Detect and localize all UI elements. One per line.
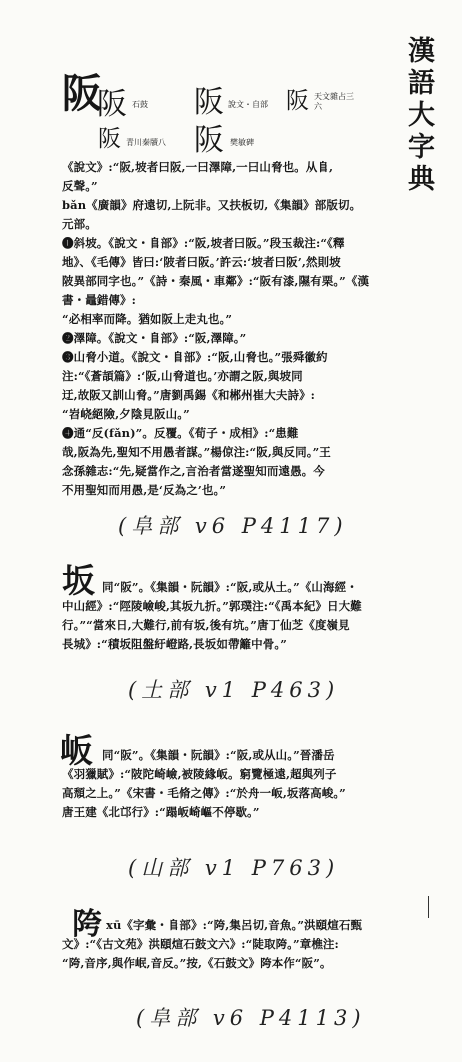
entry1-variant-2: 阪 xyxy=(194,85,224,120)
entry1-variant-4-source: 青川秦牘八 xyxy=(126,138,166,147)
entry4-definition: xū《字彙・𨸏部》:“陓,集呂切,音魚。”洪頤煊石甄 文》:“《古文苑》洪頤煊石鼓文六》:“陡取陓。”章樵注: “陓,音序,與作岷,音反。”按,《石鼓文》陓本作“阪”。 xyxy=(62,918,363,970)
entry1-handwritten-reference: (阜部 v6 P4117) xyxy=(118,514,348,538)
entry1-variant-1: 阪 xyxy=(97,87,127,122)
entry1-variant-5-source: 樊敏碑 xyxy=(230,138,254,147)
entry2-head-character: 坂 xyxy=(62,561,95,600)
entry1-definition: 《說文》:“阪,坡者曰阪,一曰澤障,一曰山脅也。从𨸏, 反聲。” bǎn《廣韻》府遠切,上阮非。又扶板切,《集韻》部版切。 元部。 ❶斜坡。《說文・𨸏部》:“阪,坡者曰阪。”段玉裁注:“《釋 地》、《毛傳》皆曰:‘陂者曰阪。’許云:‘坡者曰阪’,然則坡 陂異部同字也。”《詩・秦風・車鄰》:“阪有漆,隰有栗。”《漢書・鼂錯傳》: “必相率而降。猶如阪上走丸也。” ❷澤障。《說文・𨸏部》:“阪,澤障。” ❸山脅小道。《說文・𨸏部》:“阪,山脅也。”張舜徽約 注:“《蒼頡篇》:‘阪,山脅道也。’亦謂之阪,與坡同 迂,故阪又訓山脅。”唐劉禹錫《和郴州崔大夫詩》: “岧峣絕險,夕陰見阪山。” ❹通“反(fǎn)”。反覆。《荀子・成相》:“患難 哉,阪為先,聖知不用愚者謀。”楊倞注:“阪,與反同。”王 念孫雜志:“先,疑當作之,言治者當遂聖知而遠愚。今 不用聖知而用愚,是‘反為之’也。” xyxy=(62,160,370,497)
entry2-handwritten-reference: (土部 v1 P463) xyxy=(128,678,340,702)
entry2-definition: 同“阪”。《集韻・阮韻》:“阪,或从土。”《山海經・ 中山經》:“陘陵嶮峻,其坂九折。”郭璞注:“《禹本紀》日大難 行。”“當來日,大難行,前有坂,後有坑。”唐丁仙芝《度嶺見 長城》:“積坂阻盤紆嶝路,長坂如帶籬中骨。” xyxy=(62,580,362,651)
entry1-variant-2-source: 說文・自部 xyxy=(228,100,268,109)
entry4-handwritten-reference: (阜部 v6 P4113) xyxy=(136,1006,366,1030)
entry1-variant-4: 阪 xyxy=(98,126,121,152)
entry1-variant-3-source: 天文雜占三六 xyxy=(314,92,354,111)
entry1-variant-5: 阪 xyxy=(194,123,224,158)
entry4-head-character: 陓 xyxy=(72,907,102,942)
margin-mark xyxy=(428,896,429,918)
entry1-head-character: 阪 xyxy=(62,70,102,117)
entry1-variant-1-source: 石鼓 xyxy=(132,100,148,109)
entry3-handwritten-reference: (山部 v1 P763) xyxy=(128,856,340,880)
entry3-head-character: 岅 xyxy=(60,731,93,770)
entry1-variant-3: 阪 xyxy=(286,88,309,114)
entry3-definition: 同“阪”。《集韻・阮韻》:“阪,或从山。”晉潘岳 《羽獵賦》:“陂陀崎嶮,被陵緣岅。窮覽極遠,超與列子 高頹之上。”《宋書・毛脩之傳》:“於舟一岅,坂落高峻。” 唐王建《北邙行》:“蹋岅崎嶇不停歇。” xyxy=(62,748,346,819)
dictionary-title: 漢語大字典 xyxy=(403,36,434,196)
